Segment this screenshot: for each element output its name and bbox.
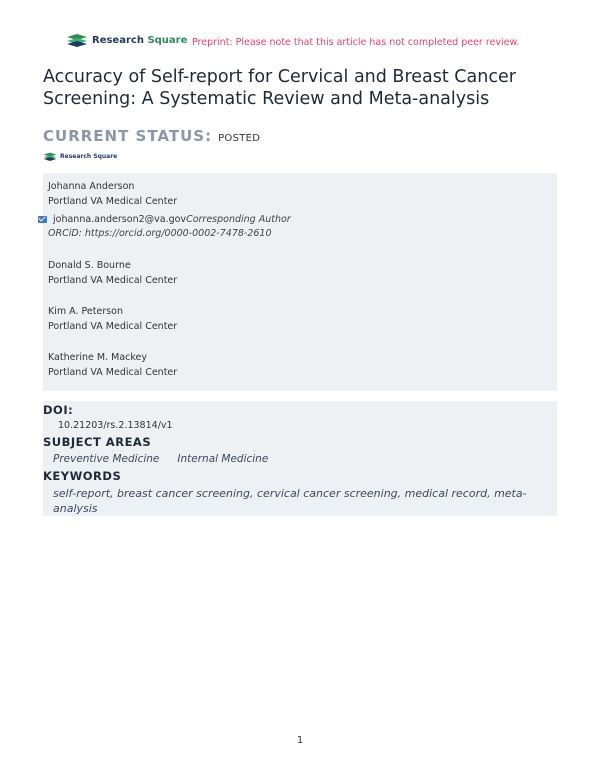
- author-entry: [48, 179, 177, 209]
- research-square-small-icon: [43, 152, 57, 161]
- logo-text: Research Square: [92, 34, 188, 46]
- status-value: POSTED: [218, 133, 261, 144]
- orcid-link[interactable]: ORCiD: https://orcid.org/0000-0002-7478-2610: [48, 228, 272, 239]
- page-header: [66, 33, 546, 53]
- author-name: Kim A. Peterson: [48, 306, 124, 317]
- author-affiliation: Portland VA Medical Center: [48, 321, 178, 332]
- paper-title: Accuracy of Self-report for Cervical and Breast Cancer Screening: A Systematic Review and Meta-analysis: [43, 67, 516, 109]
- author-entry: [48, 350, 177, 380]
- subject-area-item[interactable]: Preventive Medicine: [53, 453, 160, 465]
- small-research-square-logo: [43, 152, 117, 161]
- metadata-section: [43, 401, 557, 516]
- author-name: Donald S. Bourne: [48, 260, 131, 271]
- author-entry: [48, 258, 177, 288]
- doi-value[interactable]: 10.21203/rs.2.13814/v1: [58, 420, 173, 431]
- research-square-logo[interactable]: [66, 33, 187, 47]
- subject-area-item[interactable]: Internal Medicine: [177, 453, 269, 465]
- author-affiliation: Portland VA Medical Center: [48, 275, 178, 286]
- status-label: CURRENT STATUS:: [43, 127, 213, 145]
- author-entry: [48, 304, 177, 334]
- corresponding-email-row: [38, 214, 291, 225]
- corresponding-author-label: Corresponding Author: [186, 214, 291, 225]
- current-status: [43, 127, 260, 145]
- keywords-heading: KEYWORDS: [43, 469, 122, 483]
- authors-section: [43, 173, 557, 391]
- author-affiliation: Portland VA Medical Center: [48, 196, 178, 207]
- subject-areas-list: [53, 453, 268, 465]
- author-name: Katherine M. Mackey: [48, 352, 148, 363]
- preprint-notice: Preprint: Please note that this article has not completed peer review.: [192, 37, 520, 48]
- subject-areas-heading: SUBJECT AREAS: [43, 435, 152, 449]
- doi-heading: DOI:: [43, 403, 74, 417]
- keywords-text: self-report, breast cancer screening, cervical cancer screening, medical record, meta-analysis: [53, 487, 527, 515]
- author-affiliation: Portland VA Medical Center: [48, 367, 178, 378]
- author-email[interactable]: johanna.anderson2@va.gov: [53, 214, 187, 225]
- mail-icon: [38, 216, 47, 223]
- author-name: Johanna Anderson: [48, 181, 135, 192]
- small-logo-text: Research Square: [60, 153, 118, 160]
- page-number: 1: [296, 735, 304, 746]
- research-square-logo-icon: [66, 33, 88, 47]
